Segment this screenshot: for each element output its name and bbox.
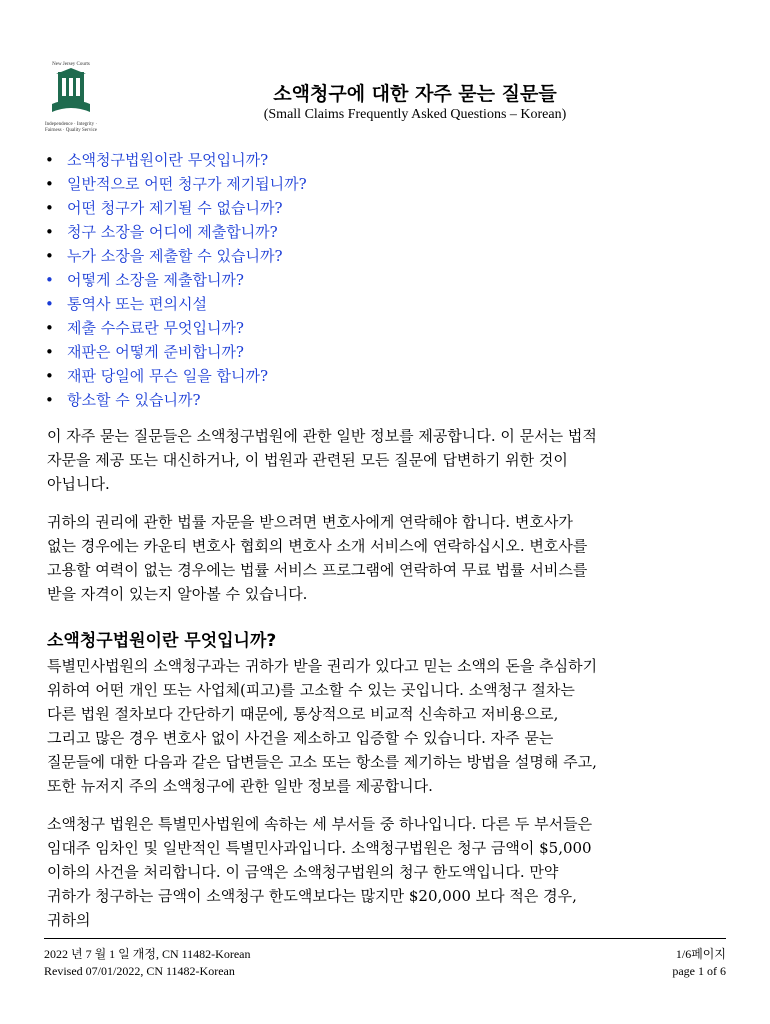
logo-tagline: Independence · Integrity · Fairness · Quality Service bbox=[44, 122, 98, 133]
footer-revision: 2022 년 7 월 1 일 개정, CN 11482-Korean Revised 07/01/2022, CN 11482-Korean bbox=[44, 947, 251, 978]
toc-link[interactable]: 재판은 어떻게 준비합니까? bbox=[67, 343, 244, 361]
bullet-icon: • bbox=[45, 295, 54, 313]
toc-link[interactable]: 제출 수수료란 무엇입니까? bbox=[67, 319, 244, 337]
logo-org-name: New Jersey Courts bbox=[52, 62, 90, 67]
bullet-icon: • bbox=[45, 391, 54, 409]
toc-item bbox=[45, 388, 307, 412]
intro-paragraph: 이 자주 묻는 질문들은 소액청구법원에 관한 일반 정보를 제공합니다. 이 문서는 법적 자문을 제공 또는 대신하거나, 이 법원과 관련된 모든 질문에 답변하기 위한 것이 아닙니다. bbox=[47, 427, 597, 493]
bullet-icon: • bbox=[45, 319, 54, 337]
bullet-icon: • bbox=[45, 247, 54, 265]
toc-link[interactable]: 누가 소장을 제출할 수 있습니까? bbox=[67, 247, 283, 265]
toc-link[interactable]: 재판 당일에 무슨 일을 합니까? bbox=[67, 367, 268, 385]
toc-item bbox=[45, 148, 307, 172]
toc-item bbox=[45, 316, 307, 340]
toc-item bbox=[45, 172, 307, 196]
toc-link[interactable]: 소액청구법원이란 무엇입니까? bbox=[67, 151, 269, 169]
bullet-icon: • bbox=[45, 175, 54, 193]
toc-item bbox=[45, 292, 307, 316]
bullet-icon: • bbox=[45, 223, 54, 241]
toc-link[interactable]: 항소할 수 있습니까? bbox=[67, 391, 201, 409]
toc-link[interactable]: 통역사 또는 편의시설 bbox=[67, 295, 207, 313]
page-subtitle: (Small Claims Frequently Asked Questions – Korean) bbox=[263, 107, 567, 122]
section-paragraph-1: 특별민사법원의 소액청구과는 귀하가 받을 권리가 있다고 믿는 소액의 돈을 추심하기 위하여 어떤 개인 또는 사업체(피고)를 고소할 수 있는 곳입니다. 소액청구 절차는 다른 법원 절차보다 간단하기 때문에, 통상적으로 비교적 신속하고 저비용으로, 그리고 많은 경우 변호사 없이 사건을 제소하고 입증할 수 있습니다. 자주 묻는 질문들에 대한 다음과 같은 답변들은 고소 또는 항소를 제기하는 방법을 설명해 주고, 또한 뉴저지 주의 소액청구에 관한 일반 정보를 제공합니다. bbox=[47, 657, 598, 795]
toc-item bbox=[45, 220, 307, 244]
advice-paragraph: 귀하의 권리에 관한 법률 자문을 받으려면 변호사에게 연락해야 합니다. 변호사가 없는 경우에는 카운티 변호사 협회의 변호사 소개 서비스에 연락하십시오. 변호사를 고용할 여력이 없는 경우에는 법률 서비스 프로그램에 연락하여 무료 법률 서비스를 받을 자격이 있는지 알아볼 수 있습니다. bbox=[47, 513, 588, 603]
bullet-icon: • bbox=[45, 151, 54, 169]
footer-page-number: 1/6페이지 page 1 of 6 bbox=[672, 947, 726, 978]
bullet-icon: • bbox=[45, 343, 54, 361]
table-of-contents bbox=[45, 148, 307, 412]
toc-item bbox=[45, 364, 307, 388]
bullet-icon: • bbox=[45, 367, 54, 385]
bullet-icon: • bbox=[45, 271, 54, 289]
court-logo bbox=[44, 62, 98, 136]
section-heading: 소액청구법원이란 무엇입니까? bbox=[47, 631, 277, 651]
toc-item bbox=[45, 196, 307, 220]
footer-divider bbox=[44, 938, 726, 939]
toc-link[interactable]: 어떤 청구가 제기될 수 없습니까? bbox=[67, 199, 283, 217]
toc-item bbox=[45, 244, 307, 268]
toc-item bbox=[45, 340, 307, 364]
toc-link[interactable]: 어떻게 소장을 제출합니까? bbox=[67, 271, 244, 289]
toc-link[interactable]: 청구 소장을 어디에 제출합니까? bbox=[67, 223, 278, 241]
toc-item bbox=[45, 268, 307, 292]
page-title: 소액청구에 대한 자주 묻는 질문들 bbox=[273, 83, 557, 105]
court-seal-icon bbox=[44, 68, 98, 116]
section-paragraph-2: 소액청구 법원은 특별민사법원에 속하는 세 부서들 중 하나입니다. 다른 두 부서들은 임대주 임차인 및 일반적인 특별민사과입니다. 소액청구법원은 청구 금액이 $5,000 이하의 사건을 처리합니다. 이 금액은 소액청구법원의 청구 한도액입니다. 만약 귀하가 청구하는 금액이 소액청구 한도액보다는 많지만 $20,000 보다 적은 경우, 귀하의 bbox=[47, 815, 593, 929]
bullet-icon: • bbox=[45, 199, 54, 217]
toc-link[interactable]: 일반적으로 어떤 청구가 제기됩니까? bbox=[67, 175, 307, 193]
